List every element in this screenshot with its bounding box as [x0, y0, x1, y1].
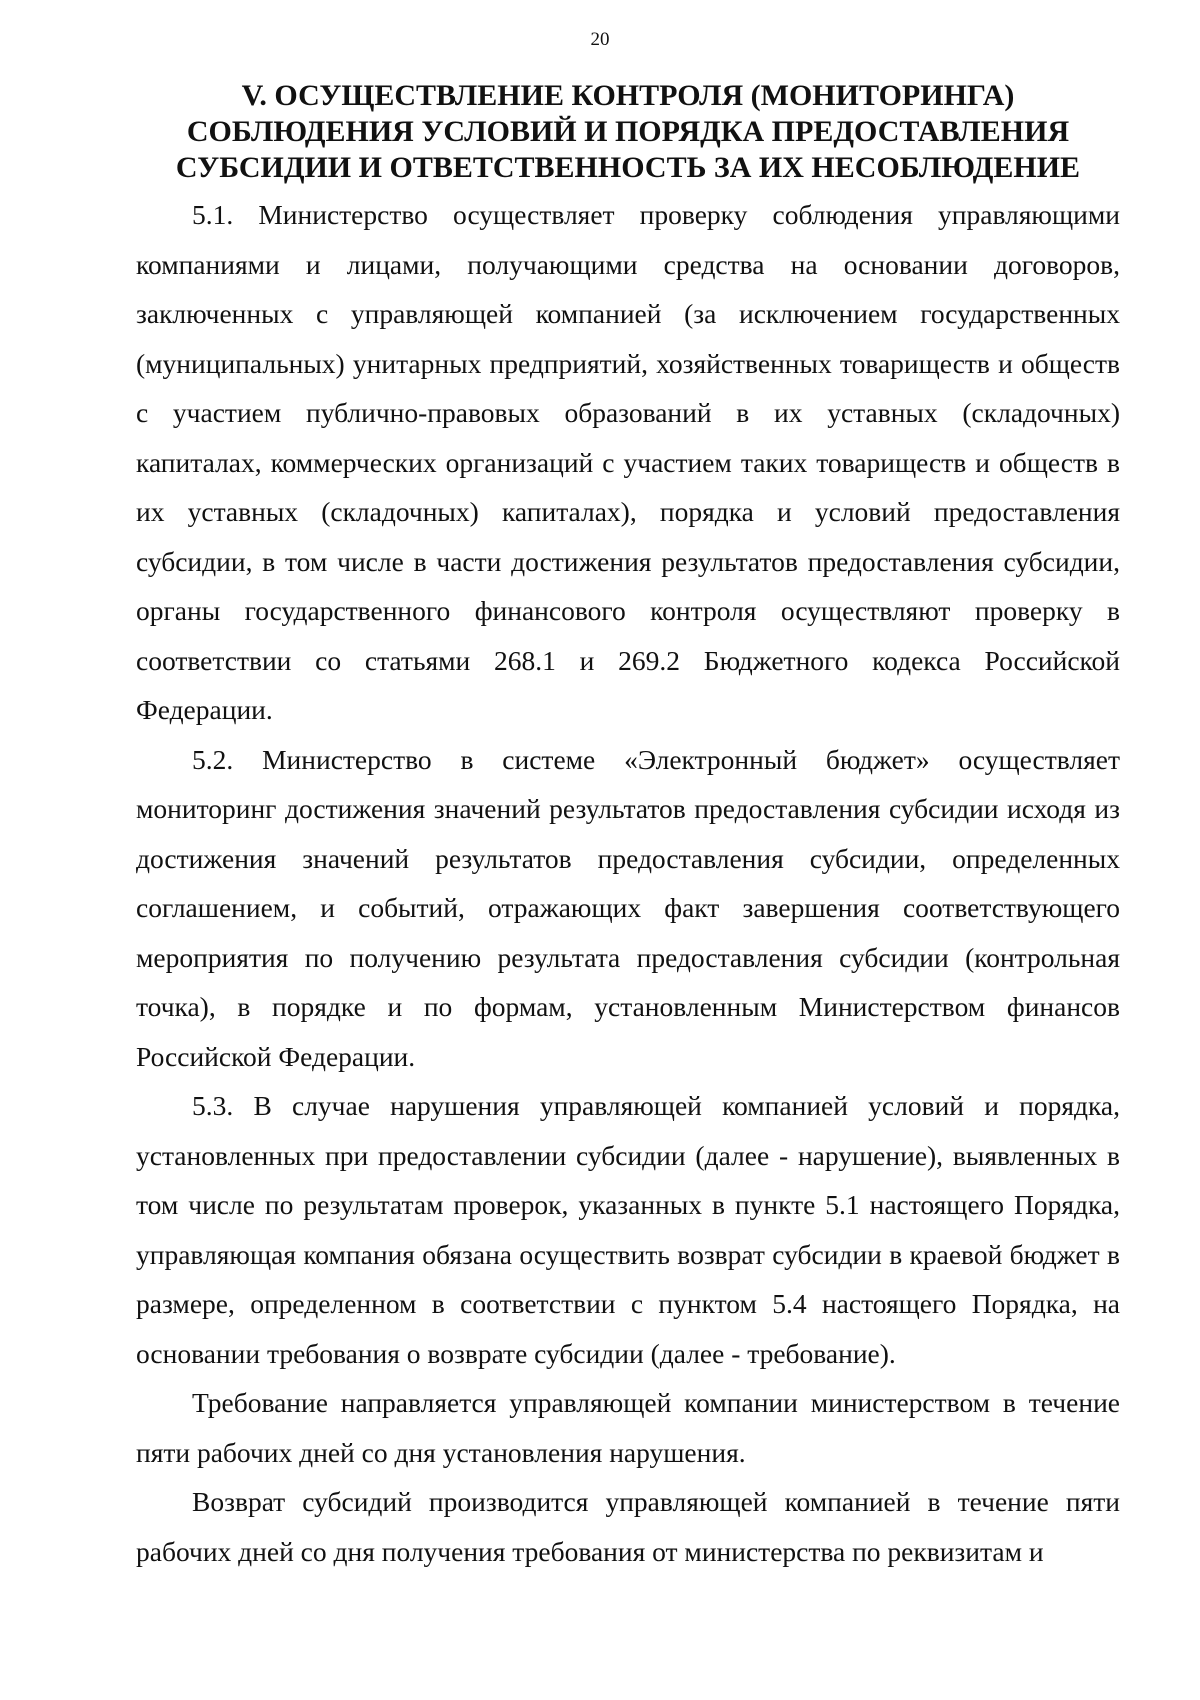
paragraph-refund: Возврат субсидий производится управляющей компанией в течение пяти рабочих дней со дня получения требования от министерства по реквизитам и [136, 1486, 1120, 1567]
section-heading-line-2: СОБЛЮДЕНИЯ УСЛОВИЙ И ПОРЯДКА ПРЕДОСТАВЛЕНИЯ [186, 115, 1070, 148]
paragraph-5-2: 5.2. Министерство в системе «Электронный бюджет» осуществляет мониторинг достижения значений результатов предоставления субсидии исходя из достижения значений результатов предоставления субсидии, определенных соглашением, и событий, отражающих факт завершения соответствующего мероприятия по получению результата предоставления субсидии (контрольная точка), в порядке и по формам, установленным Министерством финансов Российской Федерации. [136, 743, 1120, 1072]
page-number: 20 [590, 29, 610, 50]
document-body [136, 190, 1120, 1576]
paragraph-requirement: Требование направляется управляющей компании министерством в течение пяти рабочих дней со дня установления нарушения. [136, 1387, 1120, 1468]
section-heading-line-3: СУБСИДИИ И ОТВЕТСТВЕННОСТЬ ЗА ИХ НЕСОБЛЮДЕНИЕ [175, 151, 1081, 184]
paragraph-5-1: 5.1. Министерство осуществляет проверку соблюдения управляющими компаниями и лицами, получающими средства на основании договоров, заключенных с управляющей компанией (за исключением государственных (муниципальных) унитарных предприятий, хозяйственных товариществ и обществ с участием публично-правовых образований в их уставных (складочных) капиталах, коммерческих организаций с участием таких товариществ и обществ в их уставных (складочных) капиталах), порядка и условий предоставления субсидии, в том числе в части достижения результатов предоставления субсидии, органы государственного финансового контроля осуществляют проверку в соответствии со статьями 268.1 и 269.2 Бюджетного кодекса Российской Федерации. [136, 199, 1120, 725]
section-heading [136, 78, 1120, 186]
paragraph-5-3: 5.3. В случае нарушения управляющей компанией условий и порядка, установленных при предоставлении субсидии (далее - нарушение), выявленных в том числе по результатам проверок, указанных в пункте 5.1 настоящего Порядка, управляющая компания обязана осуществить возврат субсидии в краевой бюджет в размере, определенном в соответствии с пунктом 5.4 настоящего Порядка, на основании требования о возврате субсидии (далее - требование). [136, 1090, 1120, 1369]
section-heading-line-1: V. ОСУЩЕСТВЛЕНИЕ КОНТРОЛЯ (МОНИТОРИНГА) [241, 79, 1015, 112]
